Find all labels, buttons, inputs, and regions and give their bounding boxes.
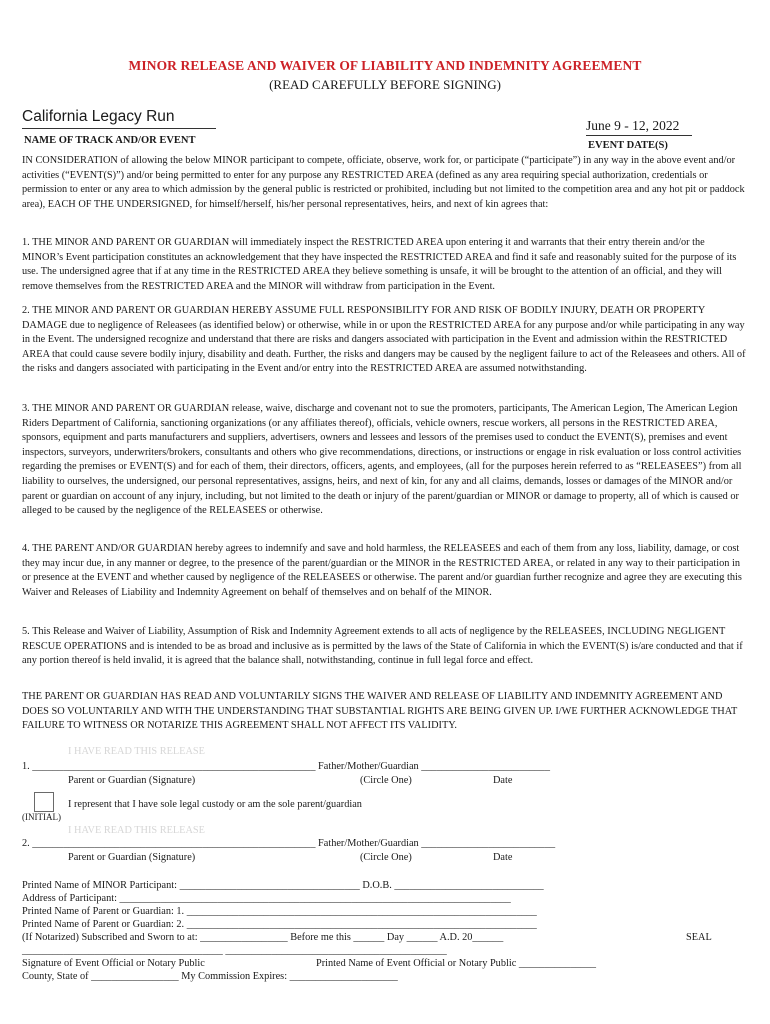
signature-1-label: Parent or Guardian (Signature) bbox=[68, 775, 196, 786]
signature-2-line[interactable]: 2. _______________________________________________________ Father/Mother/Guardian __________________________ bbox=[22, 838, 556, 849]
parent-2-name-field[interactable]: Printed Name of Parent or Guardian: 2. ____________________________________________________________________ bbox=[22, 919, 537, 930]
signature-1-circle-label: (Circle One) bbox=[360, 775, 412, 786]
clause-4-paragraph: 4. THE PARENT AND/OR GUARDIAN hereby agrees to indemnify and save and hold harmless, the RELEASEES and each of them from any loss, liability, damage, or cost they may incur due, in any manner or degree, to the presence of the parent/guardian or the MINOR in the RESTRICTED AREA, or related in any way to their participation in or presence at the EVENT and whether caused by negligence of the RELEASEES or otherwise. The parent and/or guardian further recognize and agree they are executing this Waiver and Releases of Liability and Indemnity Agreement on behalf of themselves and on behalf of the MINOR. bbox=[22, 543, 742, 598]
official-name-label[interactable]: Printed Name of Event Official or Notary Public _______________ bbox=[316, 958, 597, 969]
initial-label: (INITIAL) bbox=[22, 812, 61, 822]
notarized-field[interactable]: (If Notarized) Subscribed and Sworn to at: _________________ Before me this ______ Day ______ A.D. 20______ bbox=[22, 932, 504, 943]
consideration-paragraph: IN CONSIDERATION of allowing the below MINOR participant to compete, officiate, observe, work for, or participate (“participate”) in any way in the above event and/or activities (“EVENT(S)”) and/or being permitted to enter for any purpose any RESTRICTED AREA (defined as any area requiring special authorization, credentials or permission to enter or any area to which admission by the general public is restricted or prohibited, including but not limited to the competition area and any hot pit or paddock area), EACH OF THE UNDERSIGNED, for himself/herself, his/her personal representatives, heirs, and next of kin agrees that: bbox=[22, 155, 745, 210]
county-commission-field[interactable]: County, State of _________________ My Commission Expires: _____________________ bbox=[22, 971, 398, 982]
clause-3-paragraph: 3. THE MINOR AND PARENT OR GUARDIAN release, waive, discharge and covenant not to sue the promoters, participants, The American Legion, The American Legion Riders Department of California, sanctioning organizations (or any affiliates thereof), officials, vehicle owners, rescue workers, all persons in the RESTRICTED AREA, sponsors, equipment and parts manufacturers and suppliers, advertisers, owners and lessees and lessors of the premises used to conduct the EVENT(S), premises and event inspectors, surveyors, underwriters/brokers, consultants and others who give recommendations, directions, or instructions or engage in risk evaluation or loss control activities regarding the premises or EVENT(S) and for each of them, their directors, officers, agents, and employees, (all for the purposes herein referred to as “RELEASEES”) from all liability to ourselves, the undersigned, our personal representatives, assigns, heirs, and next of kin, for any and all claims, demands, losses or damages of the MINOR and/or parent or guardian on account of any injury, including, but not limited to the death or injury of the parent/guardian or MINOR or damage to property, all of which is caused or alleged to be caused by the negligence of the RELEASEES or otherwise. bbox=[22, 403, 742, 517]
acknowledgement-paragraph: THE PARENT OR GUARDIAN HAS READ AND VOLUNTARILY SIGNS THE WAIVER AND RELEASE OF LIABILITY AND INDEMNITY AGREEMENT AND DOES SO VOLUNTARILY AND WITH THE UNDERSTANDING THAT SUBSTANTIAL RIGHTS ARE BEING GIVEN UP. I/WE FURTHER ACKNOWLEDGE THAT FAILURE TO WITNESS OR NOTARIZE THIS AGREEMENT SHALL NOT AFFECT ITS VALIDITY. bbox=[22, 691, 738, 732]
seal-label: SEAL bbox=[686, 932, 712, 943]
event-name-field[interactable]: California Legacy Run bbox=[22, 108, 216, 129]
document-subtitle: (READ CAREFULLY BEFORE SIGNING) bbox=[269, 77, 501, 92]
clause-1-paragraph: 1. THE MINOR AND PARENT OR GUARDIAN will immediately inspect the RESTRICTED AREA upon entering it and warrants that their entry therein and/or the MINOR’s Event participation constitutes an acknowledgement that they have inspected the RESTRICTED AREA and find it safe and reasonably suited for the purpose of its use. The undersigned agree that if at any time in the RESTRICTED AREA they believe something is unsafe, it will be brought to the attention of an official, and they will remove themselves from the RESTRICTED AREA and the MINOR will withdraw from participation in the Event. bbox=[22, 237, 737, 292]
address-field[interactable]: Address of Participant: ____________________________________________________________________________ bbox=[22, 893, 511, 904]
minor-name-field[interactable]: Printed Name of MINOR Participant: ___________________________________ D.O.B. _____________________________ bbox=[22, 880, 544, 891]
signature-1-date-label: Date bbox=[493, 775, 513, 786]
document-title: MINOR RELEASE AND WAIVER OF LIABILITY AND INDEMNITY AGREEMENT bbox=[128, 58, 642, 73]
signature-2-circle-label: (Circle One) bbox=[360, 852, 412, 863]
official-signature-label: Signature of Event Official or Notary Public bbox=[22, 958, 205, 969]
initial-checkbox[interactable] bbox=[34, 792, 54, 812]
event-name-label: NAME OF TRACK AND/OR EVENT bbox=[24, 135, 196, 146]
event-date-label: EVENT DATE(S) bbox=[588, 140, 668, 151]
custody-statement: I represent that I have sole legal custody or am the sole parent/guardian bbox=[68, 799, 362, 810]
parent-1-name-field[interactable]: Printed Name of Parent or Guardian: 1. ____________________________________________________________________ bbox=[22, 906, 537, 917]
signature-2-watermark: I HAVE READ THIS RELEASE bbox=[68, 825, 205, 836]
signature-1-watermark: I HAVE READ THIS RELEASE bbox=[68, 746, 205, 757]
signature-1-line[interactable]: 1. _______________________________________________________ Father/Mother/Guardian _________________________ bbox=[22, 761, 550, 772]
clause-5-paragraph: 5. This Release and Waiver of Liability, Assumption of Risk and Indemnity Agreement extends to all acts of negligence by the RELEASEES, INCLUDING NEGLIGENT RESCUE OPERATIONS and is intended to be as broad and inclusive as is permitted by the laws of the State of California in which the EVENT(S) is/are conducted and that if any portion thereof is held invalid, it is agreed that the balance shall, notwithstanding, continue in full legal force and effect. bbox=[22, 626, 743, 667]
event-date-field[interactable]: June 9 - 12, 2022 bbox=[586, 118, 692, 136]
signature-2-date-label: Date bbox=[493, 852, 513, 863]
official-signature-lines[interactable]: _______________________________________ ___________________________________________ bbox=[22, 945, 447, 956]
signature-2-label: Parent or Guardian (Signature) bbox=[68, 852, 196, 863]
clause-2-paragraph: 2. THE MINOR AND PARENT OR GUARDIAN HEREBY ASSUME FULL RESPONSIBILITY FOR AND RISK OF BODILY INJURY, DEATH OR PROPERTY DAMAGE due to negligence of Releasees (as identified below) or otherwise, while in or upon the RESTRICTED AREA for any purpose and/or while participating in any way in the Event. The undersigned recognize and understand that there are risks and dangers associated with participation in the Event and admission within the RESTRICTED AREA that could cause severe bodily injury, disability and death. Further, the risks and dangers may be caused by the negligent failure to act of the Releasees and others. All of the risks and dangers associated with participating in the Event and/or entry into the RESTRICTED AREA are assumed notwithstanding. bbox=[22, 305, 746, 375]
